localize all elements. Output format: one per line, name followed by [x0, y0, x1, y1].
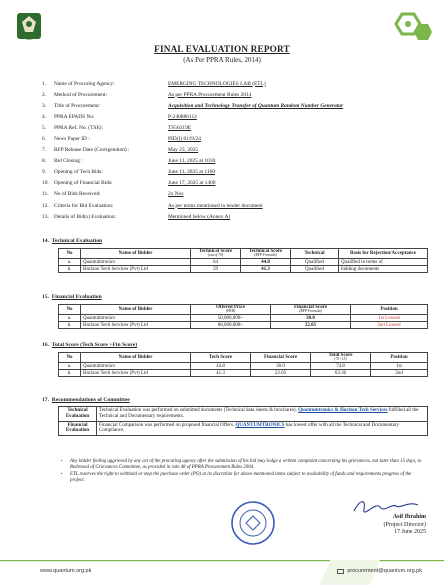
info-label: No of Bids Received: [54, 191, 101, 198]
col-header: Financial Score [251, 353, 311, 363]
footer-website-link[interactable]: www.quantum.org.pk [40, 568, 92, 574]
info-row [42, 122, 432, 133]
info-label: RFP Release Date (Corrigendum) : [54, 147, 130, 154]
info-row [42, 89, 432, 100]
official-stamp-icon [230, 500, 276, 546]
footer-email-text: procurement@quantum.org.pk [347, 568, 422, 574]
info-label-wrap [42, 103, 168, 109]
section-total-score: 16. Total Score (Tech Score +Fin Score) [42, 342, 138, 348]
col-header: Name of Bidder [81, 249, 191, 259]
info-label-wrap [42, 169, 168, 175]
info-label-wrap [42, 203, 168, 209]
info-label-wrap [42, 114, 168, 120]
info-number: 3. [42, 102, 47, 109]
info-number: 9. [42, 169, 47, 176]
col-header: Name of Bidder [81, 305, 191, 315]
info-label: Bid Closing : [54, 158, 83, 165]
info-value: Acquisition and Technology Transfer of Quantum Random Number Generator [168, 102, 344, 109]
col-header: Total Score (75 / 15) [311, 353, 371, 363]
table-row: b. Horizon Tech Services (Pvt) Ltd 59 41.3 Qualified bidding documents [59, 266, 428, 273]
section-recommendations: 17. Recommendations of Committee [42, 397, 130, 403]
signer-date: 17 June 2025 [394, 529, 426, 535]
info-value: As per PPRA Procurement Rules 2014 [168, 91, 252, 98]
info-value: Mentioned below (Annex A) [168, 213, 231, 220]
signer-block [346, 514, 426, 537]
info-row [42, 78, 432, 89]
info-value: As per terms mentioned in tender document [168, 202, 263, 209]
table-row: b. Horizon Tech Services (Pvt) Ltd 68,000,000/- 22.05 2nd Lowest [59, 322, 428, 329]
info-value: 2x Nos [168, 191, 184, 198]
info-label: PPRA EPADS No: [54, 113, 95, 120]
col-header: No [59, 249, 81, 259]
info-number: 1. [42, 80, 47, 87]
info-value: June 11, 2025 at 1100 [168, 169, 216, 176]
info-row [42, 111, 432, 122]
info-number: 8. [42, 158, 47, 165]
procurement-info-list [42, 78, 432, 222]
recommendation-financial-row: Financial Evaluation Financial Comparison was performed on proposed financial Offers. QUANTUMTRONICS has lowest offer with all the Technical and Documentary Compliance. [59, 421, 428, 436]
notes-list [64, 459, 426, 486]
table-row: a. Quantumtronics 64 44.8 Qualified Qualified in terms of [59, 259, 428, 266]
info-row [42, 145, 432, 156]
col-header: Position [351, 305, 428, 315]
info-number: 10. [42, 180, 49, 187]
info-row [42, 100, 432, 111]
section-technical-evaluation: 14. Technical Evaluation [42, 238, 103, 244]
note-item: • Any bidder feeling aggrieved by any act of the procuring agency after the submission of his bid may lodge a written complaint concerning his grievances, not later than 15 days, to Redressal of Grievances Committee, as provided in rule 48 of PPRA Procurement Rules 2004. [70, 459, 426, 471]
col-header: Name of Bidder [81, 353, 191, 363]
info-row [42, 200, 432, 211]
info-row [42, 156, 432, 167]
info-label-wrap [42, 147, 168, 153]
info-value: PID(I) 8119/24 [168, 136, 201, 143]
info-number: 11. [42, 191, 49, 198]
col-header: Technical Score (RFP Formula) [241, 249, 291, 259]
recommendations-table [58, 406, 428, 436]
info-number: 12. [42, 202, 49, 209]
col-header: Basis for Rejection/Acceptance [339, 249, 428, 259]
info-label-wrap [42, 81, 168, 87]
info-row [42, 189, 432, 200]
info-label: Criteria for Bid Evaluation: [54, 202, 114, 209]
col-header: No [59, 305, 81, 315]
signature-icon [346, 497, 426, 515]
report-title: FINAL EVALUATION REPORT [154, 44, 290, 54]
info-label-wrap [42, 158, 168, 164]
col-header: Financial Score (RFP Formula) [271, 305, 351, 315]
info-row [42, 211, 432, 222]
info-label: News Paper ID : [54, 136, 90, 143]
info-label: Title of Procurement: [54, 102, 101, 109]
info-number: 4. [42, 113, 47, 120]
info-label-wrap [42, 136, 168, 142]
technical-evaluation-table [58, 248, 428, 273]
government-emblem-icon [14, 10, 44, 42]
col-header: Technical Score (out of 70) [191, 249, 241, 259]
table-row: b. Horizon Tech Services (Pvt) Ltd 41.3 22.05 63.36 2nd [59, 370, 428, 377]
info-value: P-240886112 [168, 113, 197, 120]
info-number: 5. [42, 124, 47, 131]
info-label: Opening of Financial Bids: [54, 180, 113, 187]
col-header: Tech Score [191, 353, 251, 363]
col-header: Position [371, 353, 428, 363]
signer-title: (Project Director) [383, 521, 426, 528]
info-row [42, 178, 432, 189]
table-row: a. Quantumtronics 50,000,000/- 30.0 1st Lowest [59, 315, 428, 322]
info-label-wrap [42, 191, 168, 197]
info-label: Opening of Tech Bids: [54, 169, 103, 176]
info-label: Details of Bid(s) Evaluation: [54, 213, 117, 220]
col-header: Offered Price (PKR) [191, 305, 271, 315]
note-item: • ETL reserves the right to withhold or stop the purchase order (PO) at its discretion for above mentioned items subject to availability of funds and requirements progress of the project. [70, 472, 426, 484]
info-label-wrap [42, 214, 168, 220]
report-subtitle: (As Per PPRA Rules, 2014) [183, 56, 261, 64]
table-row: a. Quantumtronics 44.8 30.0 74.8 1st [59, 363, 428, 370]
info-value: EMERGING TECHNOLOGIES LAB (ETL) [168, 80, 266, 87]
total-score-table [58, 352, 428, 377]
signer-name: Asif Ibrahim [392, 514, 426, 520]
info-value: June 11, 2025 at 1030 [168, 158, 216, 165]
info-number: 6. [42, 136, 47, 143]
info-value: May 23, 2025 [168, 147, 199, 154]
info-label-wrap [42, 92, 168, 98]
info-label-wrap [42, 125, 168, 131]
info-number: 13. [42, 213, 49, 220]
info-number: 2. [42, 91, 47, 98]
mail-icon [337, 569, 344, 574]
info-number: 7. [42, 147, 47, 154]
info-label: Method of Procurement: [54, 91, 107, 98]
footer-email[interactable] [337, 568, 422, 574]
info-value: June 17, 2025 at 1400 [168, 180, 216, 187]
info-row [42, 167, 432, 178]
col-header: Technical [291, 249, 339, 259]
quantum-logo-icon [388, 10, 434, 46]
info-value: TS56319E [168, 124, 192, 131]
info-row [42, 133, 432, 144]
info-label: PPRA Ref. No. (TSE): [54, 124, 103, 131]
info-label-wrap [42, 180, 168, 186]
financial-evaluation-table [58, 304, 428, 329]
section-financial-evaluation: 15. Financial Evaluation [42, 294, 102, 300]
col-header: No [59, 353, 81, 363]
info-label: Name of Procuring Agency: [54, 80, 115, 87]
recommendation-technical-row: Technical Evaluation Technical Evaluation was performed on submitted documents (Technical data sheets & brochures). Quantumtronics & Horizon Tech Services fulfilled all the Technical and Documentary requirements. [59, 407, 428, 422]
